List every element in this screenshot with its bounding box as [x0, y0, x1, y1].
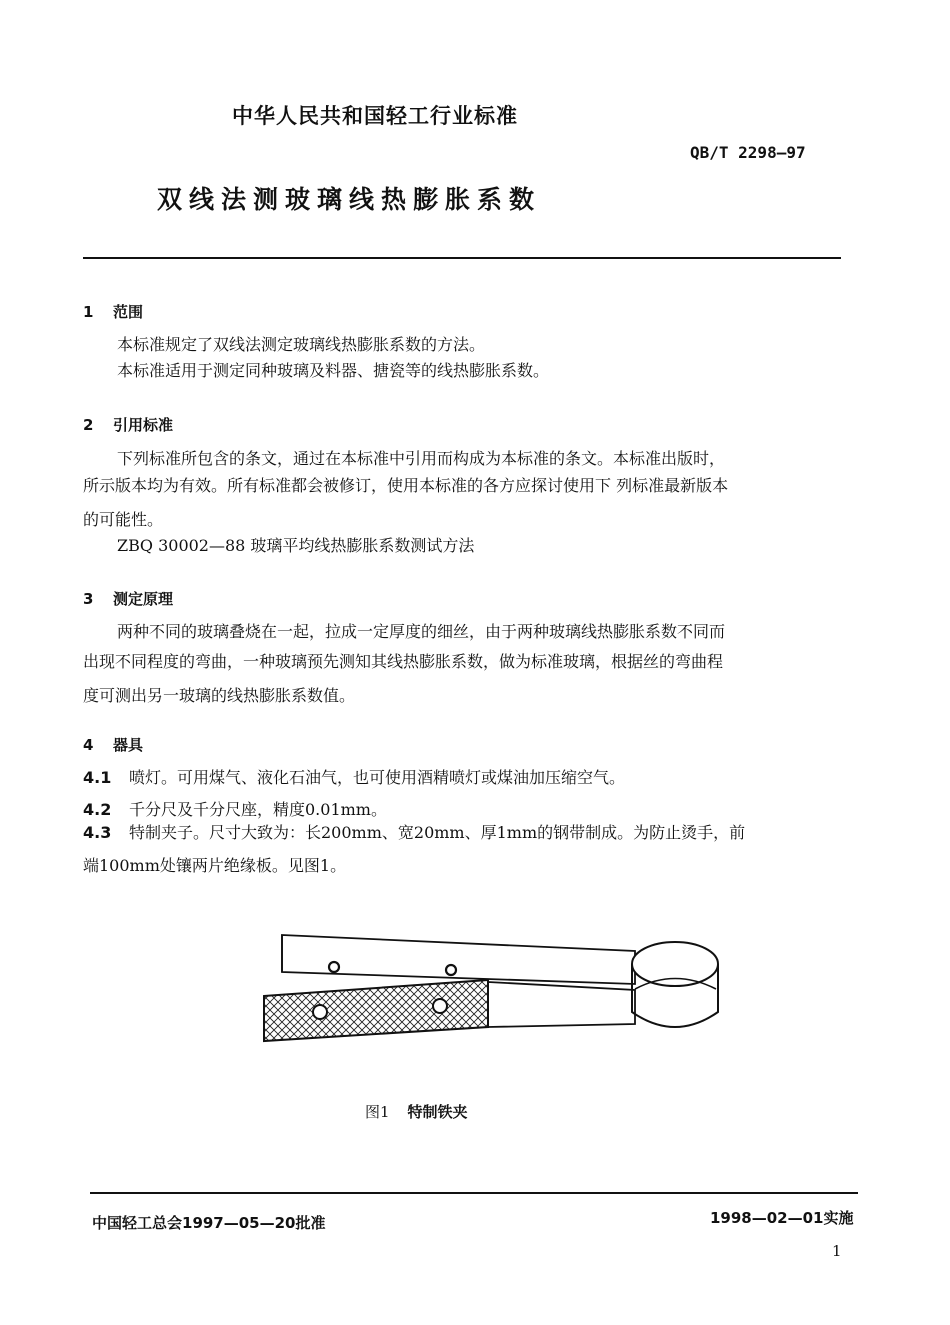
section-title: 器具 — [113, 736, 144, 754]
page-number: 1 — [832, 1242, 842, 1260]
section-title: 引用标准 — [113, 416, 174, 434]
industry-standard-heading: 中华人民共和国轻工行业标准 — [232, 104, 518, 128]
section-number: 3 — [83, 590, 94, 608]
section-2-line-1: 下列标准所包含的条文，通过在本标准中引用而构成为本标准的条文。本标准出版时， — [117, 449, 726, 468]
document-title: 双线法测玻璃线热膨胀系数 — [157, 185, 542, 214]
section-title: 范围 — [113, 303, 144, 321]
section-3-line-2: 出现不同程度的弯曲，一种玻璃预先测知其线热膨胀系数，做为标准玻璃，根据丝的弯曲程 — [83, 652, 724, 671]
upper-strip — [282, 935, 635, 984]
item-number: 4.2 — [83, 800, 112, 819]
item-4-3-continuation: 端100mm处镶两片绝缘板。见图1。 — [83, 856, 347, 875]
approval-date: 中国轻工总会1997—05—20批准 — [92, 1214, 326, 1232]
rivet — [433, 999, 447, 1013]
figure-label: 图1 — [365, 1103, 390, 1121]
section-1-line-2: 本标准适用于测定同种玻璃及料器、搪瓷等的线热膨胀系数。 — [117, 361, 550, 380]
section-4-heading — [83, 734, 143, 755]
item-4-1 — [83, 765, 625, 788]
insulation-board — [264, 980, 488, 1041]
section-title: 测定原理 — [113, 590, 174, 608]
item-4-3 — [83, 820, 745, 843]
item-number: 4.3 — [83, 823, 112, 842]
clamp-ring-top — [632, 942, 718, 986]
standard-number: QB/T 2298—97 — [690, 143, 806, 162]
section-2-line-2: 所示版本均为有效。所有标准都会被修订，使用本标准的各方应探讨使用下 列标准最新版本 — [83, 476, 729, 495]
section-2-heading — [83, 414, 173, 435]
rivet — [313, 1005, 327, 1019]
section-1-heading — [83, 301, 143, 322]
figure-title: 特制铁夹 — [407, 1103, 468, 1121]
item-text: 千分尺及千分尺座，精度0.01mm。 — [129, 800, 387, 819]
lower-strip — [488, 982, 635, 1027]
section-number: 2 — [83, 416, 94, 434]
item-text: 喷灯。可用煤气、液化石油气，也可使用酒精喷灯或煤油加压缩空气。 — [129, 768, 626, 787]
header-divider — [83, 257, 841, 259]
clamp-figure — [250, 918, 730, 1048]
section-3-line-3: 度可测出另一玻璃的线热膨胀系数值。 — [83, 686, 356, 705]
implementation-date: 1998—02—01实施 — [710, 1209, 854, 1227]
item-text: 特制夹子。尺寸大致为：长200mm、宽20mm、厚1mm的钢带制成。为防止烫手，前 — [129, 823, 746, 842]
section-2-line-3: 的可能性。 — [83, 510, 164, 529]
item-number: 4.1 — [83, 768, 112, 787]
section-number: 1 — [83, 303, 94, 321]
section-number: 4 — [83, 736, 94, 754]
item-4-2 — [83, 797, 387, 820]
section-3-heading — [83, 588, 173, 609]
reference-standard-line: ZBQ 30002—88 玻璃平均线热膨胀系数测试方法 — [117, 536, 475, 555]
figure-caption — [365, 1101, 468, 1122]
section-3-line-1: 两种不同的玻璃叠烧在一起，拉成一定厚度的细丝，由于两种玻璃线热膨胀系数不同而 — [117, 622, 726, 641]
section-1-line-1: 本标准规定了双线法测定玻璃线热膨胀系数的方法。 — [117, 335, 486, 354]
footer-divider — [90, 1192, 858, 1194]
